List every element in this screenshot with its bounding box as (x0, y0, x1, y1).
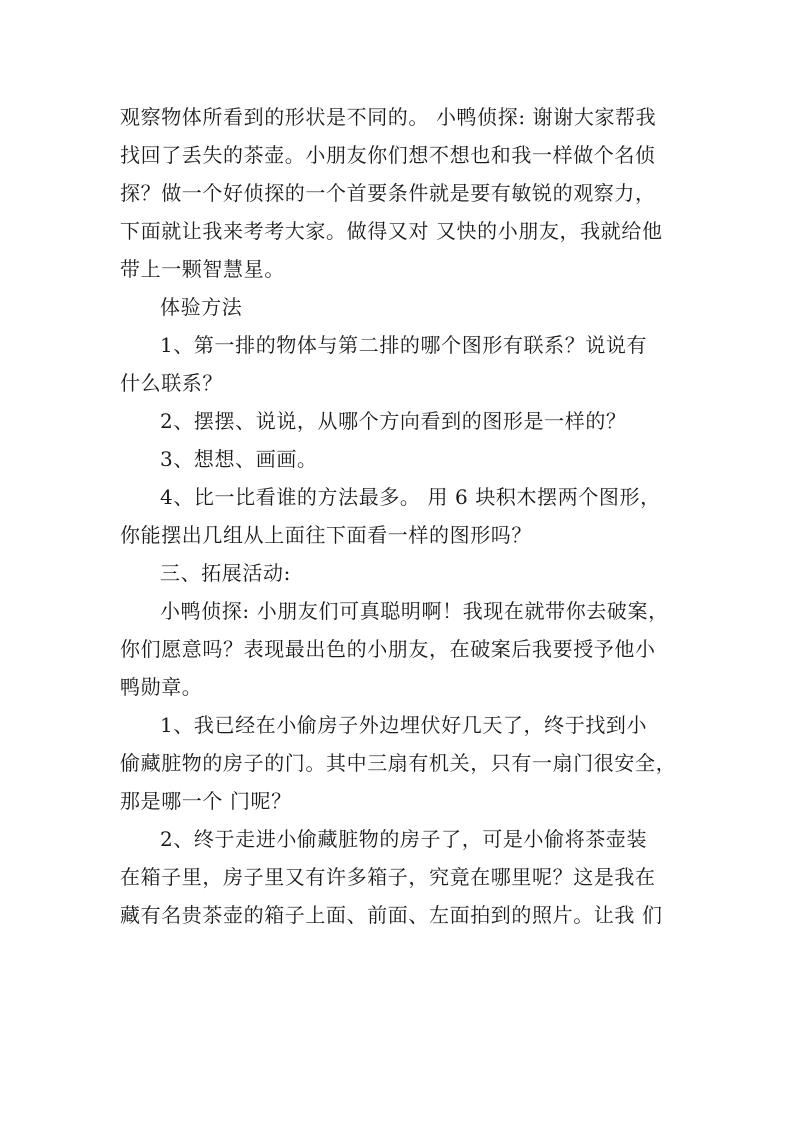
list-item-continuation: 什么联系？ (120, 371, 223, 395)
list-item: 2、终于走进小偷藏脏物的房子了，可是小偷将茶壶装 (160, 827, 648, 851)
paragraph-line: 鸭勋章。 (120, 675, 203, 699)
list-item: 1、我已经在小偷房子外边埋伏好几天了，终于找到小 (160, 713, 648, 737)
paragraph-line: 你们愿意吗？表现最出色的小朋友，在破案后我要授予他小 (120, 637, 656, 661)
section-heading: 体验方法 (160, 295, 243, 319)
paragraph-line: 带上一颗智慧星。 (120, 257, 285, 281)
paragraph-line: 下面就让我来考考大家。做得又对 又快的小朋友，我就给他 (120, 219, 663, 243)
list-item-continuation: 偷藏脏物的房子的门。其中三扇有机关，只有一扇门很安全， (120, 751, 677, 775)
paragraph-line: 观察物体所看到的形状是不同的。 小鸭侦探: 谢谢大家帮我 (120, 105, 657, 129)
paragraph-line: 小鸭侦探: 小朋友们可真聪明啊！我现在就带你去破案， (160, 599, 669, 623)
list-item-continuation: 那是哪一个 门呢？ (120, 789, 292, 813)
document-body (120, 98, 680, 934)
list-item: 3、想想、画画。 (160, 447, 318, 471)
paragraph-line: 探？做一个好侦探的一个首要条件就是要有敏锐的观察力， (120, 181, 656, 205)
list-item: 4、比一比看谁的方法最多。 用 6 块积木摆两个图形， (160, 485, 661, 509)
section-heading: 三、拓展活动: (160, 561, 291, 585)
list-item-continuation: 你能摆出几组从上面往下面看一样的图形吗？ (120, 523, 532, 547)
paragraph-line: 找回了丢失的茶壶。小朋友你们想不想也和我一样做个名侦 (120, 143, 656, 167)
list-item: 2、摆摆、说说，从哪个方向看到的图形是一样的？ (160, 409, 627, 433)
list-item: 1、第一排的物体与第二排的哪个图形有联系？说说有 (160, 333, 648, 357)
list-item-continuation: 在箱子里，房子里又有许多箱子，究竟在哪里呢？这是我在 (120, 865, 656, 889)
list-item-continuation: 藏有名贵茶壶的箱子上面、前面、左面拍到的照片。让我 们 (120, 903, 663, 927)
